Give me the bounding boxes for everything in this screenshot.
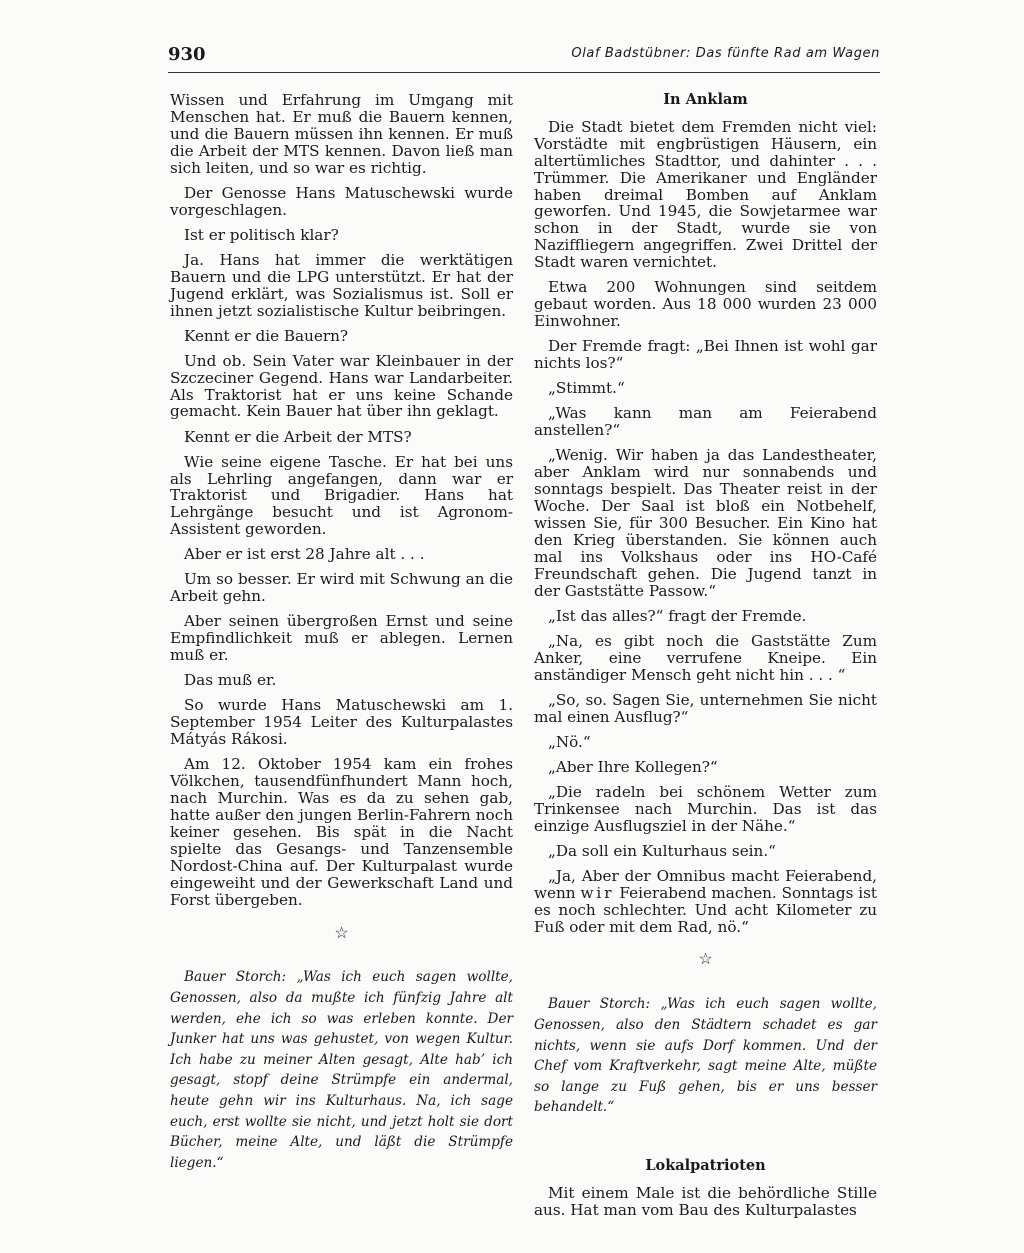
paragraph: Mit einem Male ist die behördliche Stille aus. Hat man vom Bau des Kulturpalastes [534,1183,877,1219]
paragraph: „Da soll ein Kulturhaus sein.“ [548,841,776,860]
paragraph: Wissen und Erfahrung im Umgang mit Menschen hat. Er muß die Bauern kennen, und die Bauern müssen ihn kennen. Er muß die Arbeit der MTS kennen. Davon ließ man sich leiten, und so war es richtig. [170,91,513,177]
paragraph: „Die radeln bei schönem Wetter zum Trinkensee nach Murchin. Das ist das einzige Ausflugsziel in der Nähe.“ [534,782,877,835]
paragraph: Der Genosse Hans Matuschewski wurde vorgeschlagen. [170,183,513,219]
paragraph: Wie seine eigene Tasche. Er hat bei uns als Lehrling angefangen, dann war er Traktorist und Brigadier. Hans hat Lehrgänge besucht und ist Agronom-Assistent geworden. [170,452,513,539]
paragraph: Kennt er die Arbeit der MTS? [184,427,412,446]
paragraph: „Was kann man am Feierabend anstellen?“ [534,404,877,440]
paragraph: Aber er ist erst 28 Jahre alt . . . [184,545,425,564]
paragraph: Ja. Hans hat immer die werktätigen Bauern und die LPG unterstützt. Er hat der Jugend erklärt, was Sozialismus ist. Soll er ihnen jetzt sozialistische Kultur beibringen. [170,250,513,320]
paragraph: Das muß er. [184,671,277,690]
paragraph: Um so besser. Er wird mit Schwung an die Arbeit gehn. [170,570,513,606]
section-heading: In Anklam [663,91,748,108]
bauer-storch-quote: Bauer Storch: „Was ich euch sagen wollte, Genossen, also den Städtern schadet es gar nichts, wenn sie aufs Dorf kommen. Und der Chef vom Kraftverkehr, sagt meine Alte, müßte so lange zu Fuß gehen, bis er uns besser behandelt.“ [534,996,877,1116]
text-run: „Ja, Aber der Omnibus macht Feierabend, wenn [534,866,877,902]
paragraph: „Aber Ihre Kollegen?“ [548,757,718,776]
paragraph: Am 12. Oktober 1954 kam ein frohes Völkchen, tausendfünfhundert Mann hoch, nach Murchin. Was es da zu sehen gab, hatte außer den jungen Berlin-Fahrern noch keiner gesehen. Bis spät in die Nacht spielte das Gesangs- und Tanzensemble Nordost-China auf. Der Kulturpalast wurde eingeweiht und der Gewerkschaft Land und Forst übergeben. [170,755,513,909]
paragraph: „Ist das alles?“ fragt der Fremde. [548,606,807,625]
section-divider-star-icon: ☆ [698,949,713,969]
text-run: Feierabend machen. Sonntags ist es noch schlechter. Und acht Kilometer zu Fuß oder mit dem Rad, nö.“ [534,883,877,936]
section-heading: Lokalpatrioten [645,1156,766,1174]
paragraph: „Nö.“ [548,732,591,751]
page-number: 930 [168,44,206,65]
paragraph: Kennt er die Bauern? [184,326,349,345]
bauer-storch-quote: Bauer Storch: „Was ich euch sagen wollte, Genossen, also da mußte ich fünfzig Jahre alt werden, ehe ich so was erleben konnte. Der Junker hat uns was gehustet, von wegen Kultur. Ich habe zu meiner Alten gesagt, Alte hab’ ich gesagt, stopf deine Strümpfe ein andermal, heute gehn wir ins Kulturhaus. Na, ich sage euch, erst wollte sie nicht, und jetzt holt sie dort Bücher, meine Alte, und läßt die Strümpfe liegen.“ [170,969,513,1171]
paragraph: Etwa 200 Wohnungen sind seitdem gebaut worden. Aus 18 000 wurden 23 000 Einwohner. [534,278,877,331]
paragraph: „Wenig. Wir haben ja das Landestheater, aber Anklam wird nur sonnabends und sonntags bespielt. Das Theater reist in der Woche. Der Saal ist bloß ein Notbehelf, wissen Sie, für 300 Besucher. Ein Kino hat den Krieg überstanden. Sie können auch mal ins Volkshaus oder ins HO-Café Freundschaft gehen. Die Jugend tanzt in der Gaststätte Passow.“ [534,446,877,600]
running-head: Olaf Badstübner: Das fünfte Rad am Wagen [571,46,880,61]
paragraph: So wurde Hans Matuschewski am 1. September 1954 Leiter des Kulturpalastes Mátyás Rákosi. [170,696,513,749]
paragraph [534,868,877,936]
paragraph: Aber seinen übergroßen Ernst und seine Empfindlichkeit muß er ablegen. Lernen muß er. [170,612,513,665]
paragraph: „Na, es gibt noch die Gaststätte Zum Anker, eine verrufene Kneipe. Ein anständiger Mensch geht nicht hin . . . “ [534,631,877,684]
paragraph: „So, so. Sagen Sie, unternehmen Sie nicht mal einen Ausflug?“ [534,690,877,726]
left-column [170,92,513,1182]
paragraph: Der Fremde fragt: „Bei Ihnen ist wohl gar nichts los?“ [534,337,877,373]
paragraph: Die Stadt bietet dem Fremden nicht viel: Vorstädte mit engbrüstigen Häusern, ein altertümliches Stadttor, und dahinter . . . Trümmer. Die Amerikaner und Engländer haben dreimal Bomben auf Anklam geworfen. Und 1945, die Sowjetarmee war schon in der Stadt, wurde sie von Naziffliegern angegriffen. Zwei Drittel der Stadt waren vernichtet. [534,117,877,272]
paragraph: Und ob. Sein Vater war Kleinbauer in der Szczeciner Gegend. Hans war Landarbeiter. Als Traktorist hat er uns keine Schande gemacht. Kein Bauer hat über ihn geklagt. [170,351,513,421]
right-column [534,92,877,1227]
emphasis-spaced: wir [580,883,615,902]
paragraph: Ist er politisch klar? [184,225,339,244]
section-divider-star-icon: ☆ [334,922,349,942]
page-header [168,44,880,73]
paragraph: „Stimmt.“ [548,379,625,398]
